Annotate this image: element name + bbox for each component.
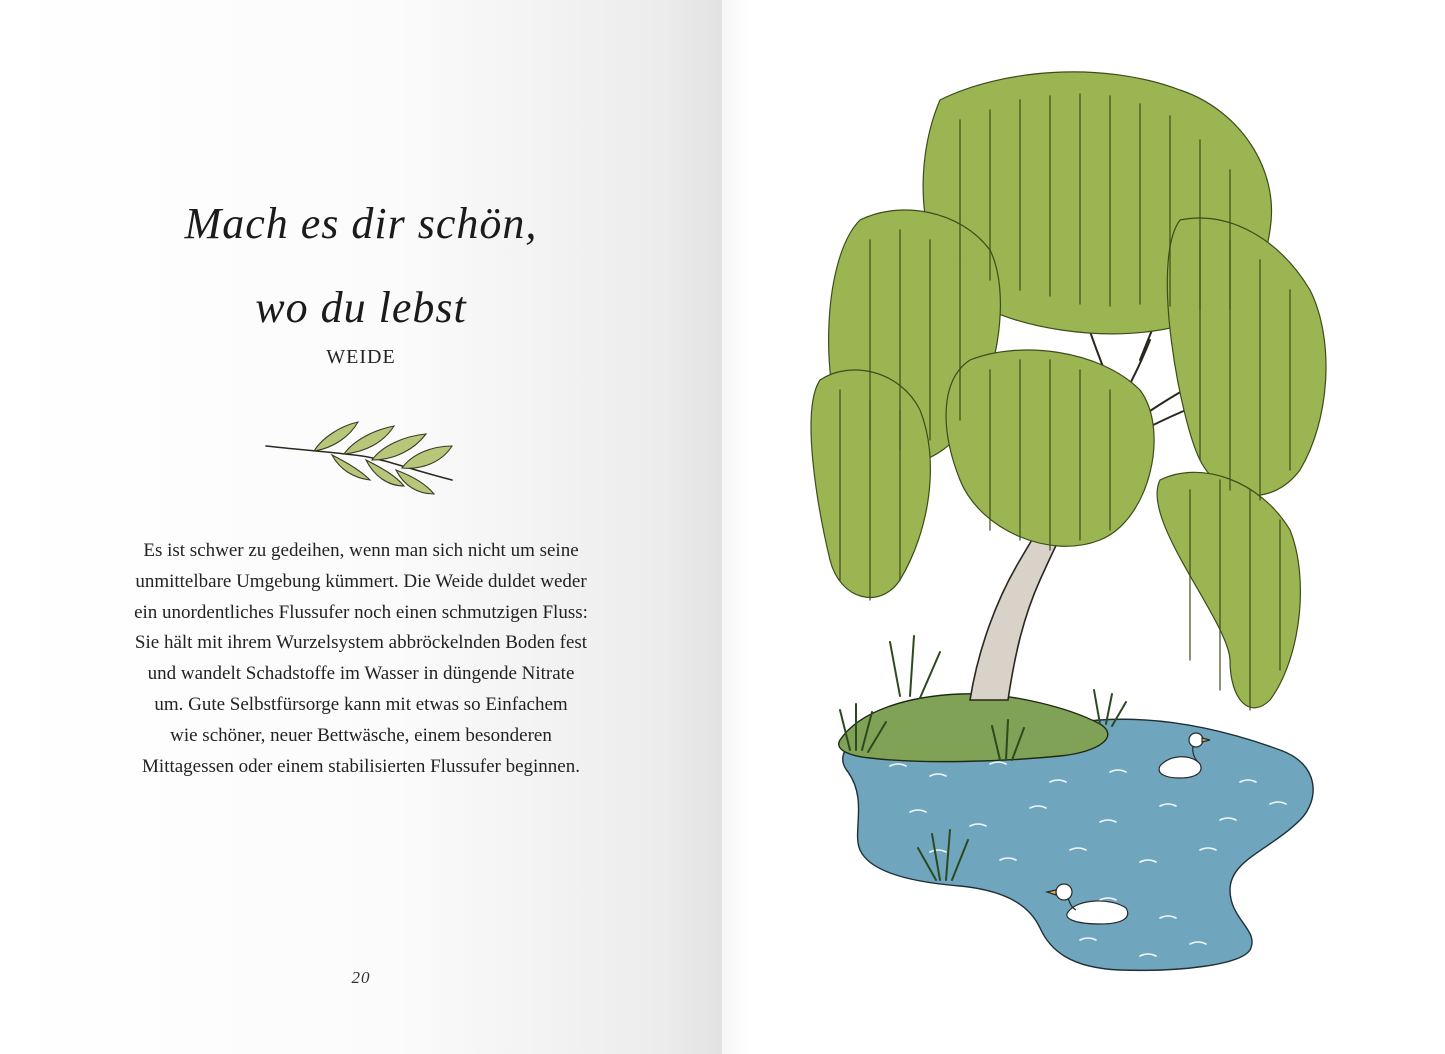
body-paragraph — [100, 536, 622, 782]
title-line-1: Mach es dir schön, — [184, 199, 538, 248]
body-line: ein unordentliches Flussufer noch einen schmutzigen Fluss: — [134, 601, 588, 623]
page-number: 20 — [351, 968, 371, 987]
left-page — [0, 0, 722, 1054]
weeping-willow-pond-illustration — [800, 60, 1380, 990]
body-line: und wandelt Schadstoffe im Wasser in düngende Nitrate — [147, 663, 575, 685]
page-title — [0, 182, 722, 350]
island — [839, 694, 1108, 762]
section-subtitle: WEIDE — [326, 346, 396, 368]
willow-foliage — [811, 72, 1326, 708]
body-line: wie schöner, neuer Bettwäsche, einem besonderen — [170, 724, 552, 746]
body-line: Sie hält mit ihrem Wurzelsystem abbröckelnden Boden fest — [134, 632, 588, 654]
body-line: Es ist schwer zu gedeihen, wenn man sich nicht um seine — [143, 540, 579, 561]
body-line: unmittelbare Umgebung kümmert. Die Weide duldet weder — [135, 570, 587, 592]
body-line: Mittagessen oder einem stabilisierten Flussufer beginnen. — [142, 755, 580, 777]
title-line-2: wo du lebst — [255, 283, 467, 332]
body-line: um. Gute Selbstfürsorge kann mit etwas so Einfachem — [154, 693, 568, 715]
willow-sprig-icon — [262, 418, 462, 498]
